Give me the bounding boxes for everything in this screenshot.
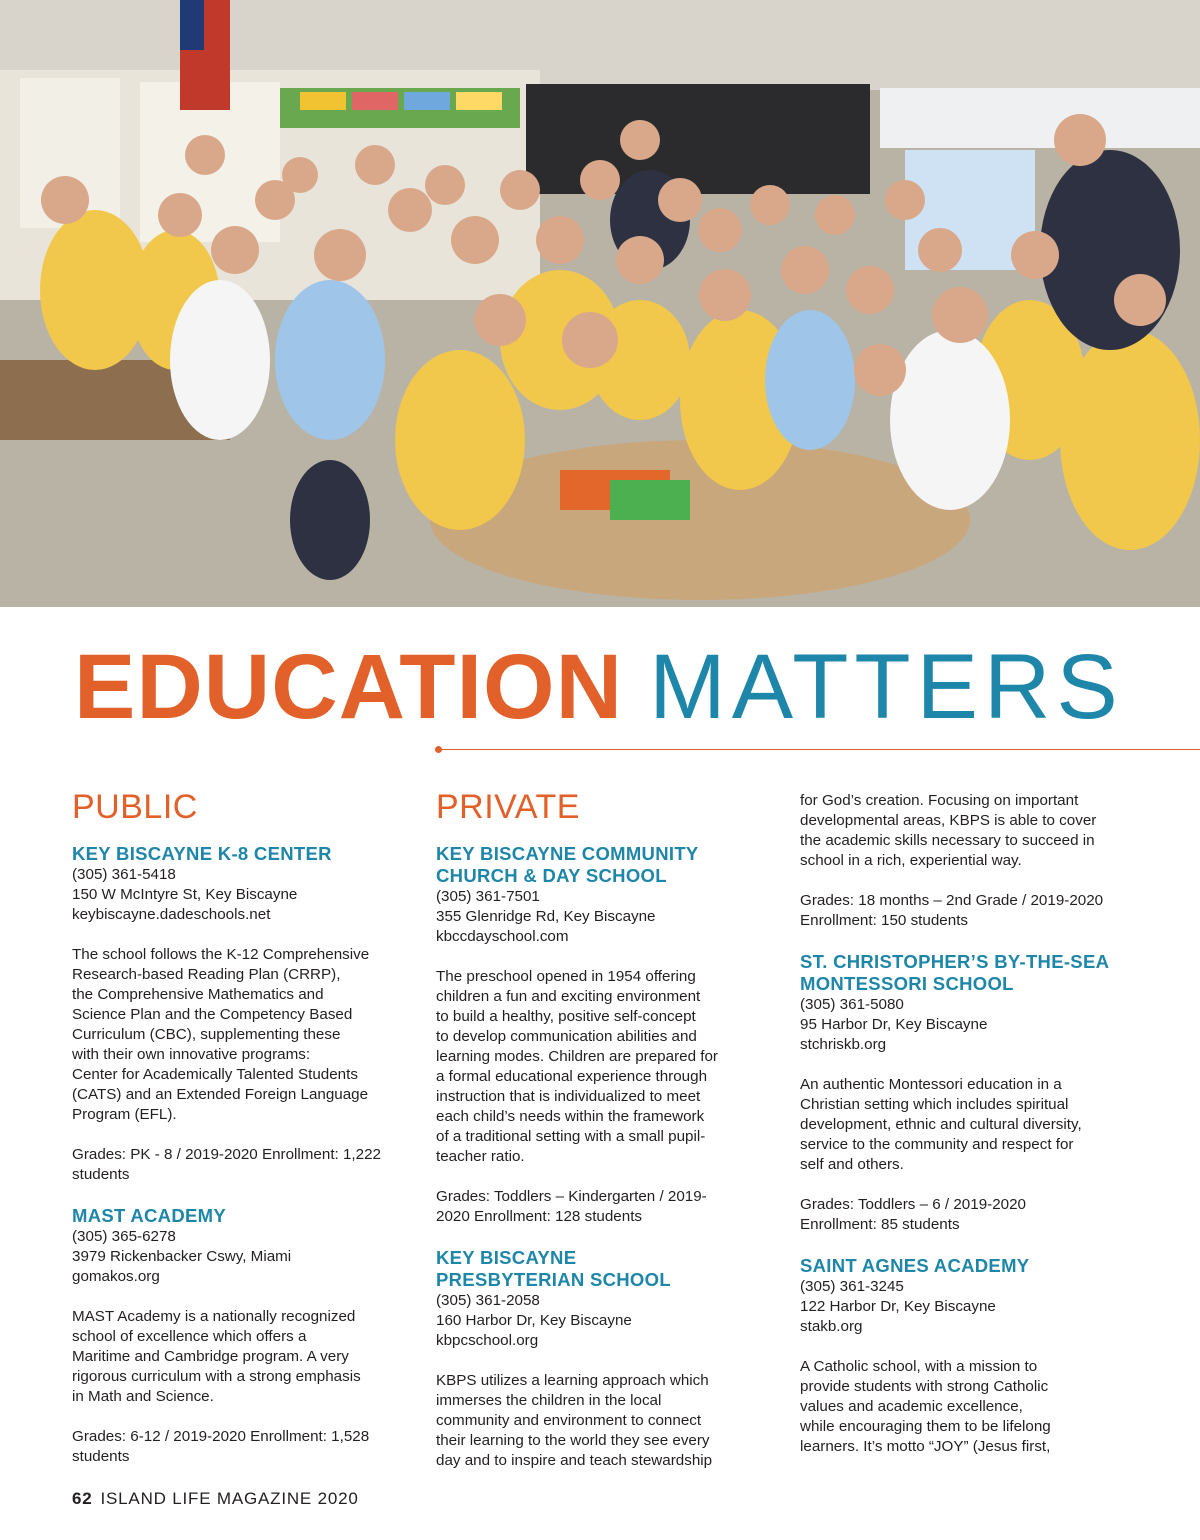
school-phone: (305) 361-3245 bbox=[800, 1278, 904, 1295]
description-line: the academic skills necessary to succeed in bbox=[800, 832, 1095, 849]
stats-line: Grades: 6-12 / 2019-2020 Enrollment: 1,528 bbox=[72, 1428, 370, 1445]
description-line: development, ethnic and cultural diversity, bbox=[800, 1116, 1082, 1133]
description-line: (CATS) and an Extended Foreign Language bbox=[72, 1086, 369, 1103]
description-line: in Math and Science. bbox=[72, 1388, 214, 1405]
continuation-column bbox=[800, 791, 1140, 1457]
school-listing bbox=[72, 1205, 412, 1467]
description-line: MAST Academy is a nationally recognized bbox=[72, 1308, 356, 1325]
school-name: PRESBYTERIAN SCHOOL bbox=[436, 1269, 671, 1290]
description-line: rigorous curriculum with a strong emphasis bbox=[72, 1368, 361, 1385]
description-line: KBPS utilizes a learning approach which bbox=[436, 1372, 709, 1389]
description-line: day and to inspire and teach stewardship bbox=[436, 1452, 713, 1469]
school-phone: (305) 361-7501 bbox=[436, 888, 540, 905]
description-line: Program (EFL). bbox=[72, 1106, 177, 1123]
school-phone: (305) 361-5080 bbox=[800, 996, 904, 1013]
school-address: 160 Harbor Dr, Key Biscayne bbox=[436, 1312, 632, 1329]
school-name: CHURCH & DAY SCHOOL bbox=[436, 865, 667, 886]
school-name: ST. CHRISTOPHER’S BY-THE-SEA bbox=[800, 951, 1110, 972]
description-line: self and others. bbox=[800, 1156, 904, 1173]
description-line: Curriculum (CBC), supplementing these bbox=[72, 1026, 341, 1043]
stats-line: Enrollment: 85 students bbox=[800, 1216, 960, 1233]
page-headline bbox=[74, 632, 1124, 742]
school-listing bbox=[72, 843, 412, 1185]
school-name: MONTESSORI SCHOOL bbox=[800, 973, 1014, 994]
stats-line: Grades: Toddlers – 6 / 2019-2020 bbox=[800, 1196, 1026, 1213]
school-website[interactable]: gomakos.org bbox=[72, 1268, 160, 1285]
school-website[interactable]: kbccdayschool.com bbox=[436, 928, 569, 945]
headline-bold: EDUCATION bbox=[74, 636, 624, 738]
public-column bbox=[72, 787, 412, 1467]
section-heading-public: PUBLIC bbox=[72, 788, 198, 826]
school-description bbox=[72, 1307, 412, 1407]
description-line: The school follows the K-12 Comprehensive bbox=[72, 946, 370, 963]
school-address: 355 Glenridge Rd, Key Biscayne bbox=[436, 908, 656, 925]
school-stats bbox=[800, 891, 1140, 931]
description-line: Center for Academically Talented Students bbox=[72, 1066, 358, 1083]
description-line: with their own innovative programs: bbox=[72, 1046, 311, 1063]
private-column bbox=[436, 787, 776, 1471]
description-line: school of excellence which offers a bbox=[72, 1328, 307, 1345]
description-line: immerses the children in the local bbox=[436, 1392, 662, 1409]
school-listing bbox=[800, 951, 1140, 1235]
stats-line: students bbox=[72, 1166, 130, 1183]
divider-rule bbox=[440, 749, 1200, 750]
stats-line: Grades: PK - 8 / 2019-2020 Enrollment: 1,222 bbox=[72, 1146, 381, 1163]
school-listing bbox=[436, 1247, 776, 1471]
description-line: the Comprehensive Mathematics and bbox=[72, 986, 324, 1003]
school-name: SAINT AGNES ACADEMY bbox=[800, 1255, 1030, 1276]
school-name: KEY BISCAYNE COMMUNITY bbox=[436, 843, 699, 864]
continued-description bbox=[800, 791, 1140, 871]
classroom-photo-illustration bbox=[0, 0, 1200, 607]
description-line: developmental areas, KBPS is able to cover bbox=[800, 812, 1097, 829]
stats-line: Grades: 18 months – 2nd Grade / 2019-2020 bbox=[800, 892, 1104, 909]
stats-line: Grades: Toddlers – Kindergarten / 2019- bbox=[436, 1188, 707, 1205]
school-listing bbox=[436, 843, 776, 1227]
description-line: a formal educational experience through bbox=[436, 1068, 708, 1085]
school-listing bbox=[800, 1255, 1140, 1457]
school-phone: (305) 361-2058 bbox=[436, 1292, 540, 1309]
description-line: values and academic excellence, bbox=[800, 1398, 1023, 1415]
school-description bbox=[436, 967, 776, 1167]
school-address: 150 W McIntyre St, Key Biscayne bbox=[72, 886, 298, 903]
description-line: learning modes. Children are prepared for bbox=[436, 1048, 718, 1065]
stats-line: students bbox=[72, 1448, 130, 1465]
classroom-photo bbox=[0, 0, 1200, 607]
description-line: of a traditional setting with a small pupil- bbox=[436, 1128, 706, 1145]
description-line: to build a healthy, positive self-concept bbox=[436, 1008, 696, 1025]
description-line: while encouraging them to be lifelong bbox=[800, 1418, 1051, 1435]
school-description bbox=[800, 1075, 1140, 1175]
school-name: KEY BISCAYNE K-8 CENTER bbox=[72, 843, 332, 864]
school-address: 95 Harbor Dr, Key Biscayne bbox=[800, 1016, 988, 1033]
school-description bbox=[72, 945, 412, 1125]
description-line: school in a rich, experiential way. bbox=[800, 852, 1022, 869]
page-footer bbox=[72, 1488, 359, 1510]
description-line: each child’s needs within the framework bbox=[436, 1108, 705, 1125]
description-line: A Catholic school, with a mission to bbox=[800, 1358, 1038, 1375]
school-description bbox=[436, 1371, 776, 1471]
description-line: Research-based Reading Plan (CRRP), bbox=[72, 966, 341, 983]
description-line: An authentic Montessori education in a bbox=[800, 1076, 1062, 1093]
stats-line: 2020 Enrollment: 128 students bbox=[436, 1208, 643, 1225]
publication-name: ISLAND LIFE MAGAZINE 2020 bbox=[100, 1489, 359, 1508]
school-name: MAST ACADEMY bbox=[72, 1205, 226, 1226]
description-line: provide students with strong Catholic bbox=[800, 1378, 1049, 1395]
school-stats bbox=[800, 1195, 1140, 1235]
school-website[interactable]: kbpcschool.org bbox=[436, 1332, 539, 1349]
description-line: community and environment to connect bbox=[436, 1412, 702, 1429]
page-number: 62 bbox=[72, 1489, 93, 1508]
description-line: learners. It’s motto “JOY” (Jesus first, bbox=[800, 1438, 1051, 1455]
description-line: children a fun and exciting environment bbox=[436, 988, 701, 1005]
school-stats bbox=[436, 1187, 776, 1227]
headline-light: MATTERS bbox=[649, 636, 1124, 738]
school-phone: (305) 365-6278 bbox=[72, 1228, 176, 1245]
school-stats bbox=[72, 1145, 412, 1185]
school-stats bbox=[72, 1427, 412, 1467]
description-line: service to the community and respect for bbox=[800, 1136, 1074, 1153]
description-line: Maritime and Cambridge program. A very bbox=[72, 1348, 349, 1365]
description-line: to develop communication abilities and bbox=[436, 1028, 697, 1045]
section-heading-private: PRIVATE bbox=[436, 788, 580, 826]
description-line: for God’s creation. Focusing on important bbox=[800, 792, 1079, 809]
description-line: Christian setting which includes spiritual bbox=[800, 1096, 1069, 1113]
school-website[interactable]: stchriskb.org bbox=[800, 1036, 887, 1053]
description-line: The preschool opened in 1954 offering bbox=[436, 968, 696, 985]
school-address: 3979 Rickenbacker Cswy, Miami bbox=[72, 1248, 292, 1265]
description-line: instruction that is individualized to meet bbox=[436, 1088, 701, 1105]
description-line: their learning to the world they see every bbox=[436, 1432, 710, 1449]
description-line: teacher ratio. bbox=[436, 1148, 525, 1165]
description-line: Science Plan and the Competency Based bbox=[72, 1006, 353, 1023]
school-address: 122 Harbor Dr, Key Biscayne bbox=[800, 1298, 996, 1315]
school-phone: (305) 361-5418 bbox=[72, 866, 176, 883]
school-website[interactable]: keybiscayne.dadeschools.net bbox=[72, 906, 271, 923]
school-website[interactable]: stakb.org bbox=[800, 1318, 863, 1335]
school-name: KEY BISCAYNE bbox=[436, 1247, 577, 1268]
school-description bbox=[800, 1357, 1140, 1457]
stats-line: Enrollment: 150 students bbox=[800, 912, 969, 929]
